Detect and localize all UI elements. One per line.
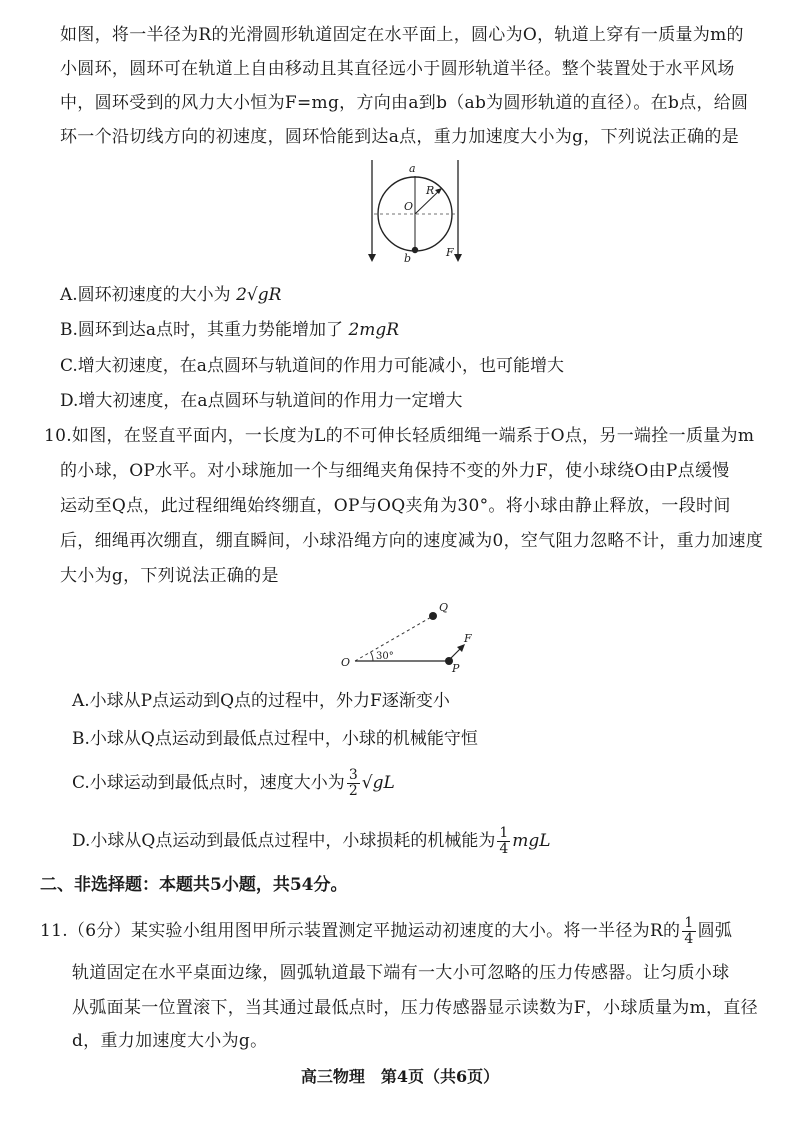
- segment-OQ-dashed: [355, 616, 433, 661]
- q9-option-a: [60, 284, 281, 306]
- q10-option-c-tail: √gL: [361, 773, 395, 793]
- section-heading: 二、非选择题：本题共5小题，共54分。: [40, 875, 348, 895]
- q10-option-c: [72, 768, 395, 799]
- q9-circle-figure: [360, 158, 470, 270]
- q11-line-4: d，重力加速度大小为g。: [72, 1031, 268, 1051]
- q9-option-c: [60, 355, 564, 377]
- q11-line-1-post: 圆弧: [697, 921, 733, 941]
- q9-option-d-text: D.增大初速度，在a点圆环与轨道间的作用力一定增大: [60, 391, 463, 411]
- q9-line-3: 中，圆环受到的风力大小恒为F=mg，方向由a到b（ab为圆形轨道的直径）。在b点，给圆: [60, 93, 749, 113]
- frac-den: 4: [684, 931, 694, 947]
- label-F: F: [446, 246, 454, 259]
- q10-option-d-fraction: [497, 826, 510, 857]
- q11-line-3: 从弧面某一位置滚下，当其通过最低点时，压力传感器显示读数为F，小球质量为m，直径: [72, 998, 758, 1018]
- frac-num: 1: [499, 825, 509, 841]
- q11-fraction: [682, 916, 695, 947]
- q9-option-a-math: 2√gR: [236, 285, 282, 305]
- q9-line-4: 环一个沿切线方向的初速度，圆环恰能到达a点，重力加速度大小为g，下列说法正确的是: [60, 127, 740, 147]
- label-P: P: [452, 662, 460, 675]
- label-a: a: [409, 162, 416, 175]
- q9-line-1: 如图，将一半径为R的光滑圆形轨道固定在水平面上，圆心为O，轨道上穿有一质量为m的: [60, 25, 744, 45]
- q11-line-2: 轨道固定在水平桌面边缘，圆弧轨道最下端有一大小可忽略的压力传感器。让匀质小球: [72, 963, 730, 983]
- label-angle: 30°: [376, 651, 394, 662]
- angle-arc: [371, 652, 374, 661]
- q10-option-c-fraction: [347, 768, 360, 799]
- wind-arrow-left: [368, 254, 376, 262]
- q10-option-d-tail: mgL: [512, 831, 551, 851]
- q10-option-a: A.小球从P点运动到Q点的过程中，外力F逐渐变小: [72, 691, 450, 711]
- q9-option-a-text: A.圆环初速度的大小为: [60, 285, 231, 305]
- q10-line-3: 运动至Q点，此过程细绳始终绷直，OP与OQ夹角为30°。将小球由静止释放，一段时间: [60, 496, 731, 516]
- label-F2: F: [464, 632, 472, 645]
- frac-num: 3: [348, 767, 358, 783]
- label-Q: Q: [439, 601, 449, 614]
- frac-num: 1: [684, 915, 694, 931]
- q9-option-d: [60, 390, 463, 412]
- wind-arrow-right: [454, 254, 462, 262]
- q10-line-2: 的小球，OP水平。对小球施加一个与细绳夹角保持不变的外力F，使小球绕O由P点缓慢: [60, 461, 730, 481]
- ring-at-b: [412, 247, 418, 253]
- q9-option-c-text: C.增大初速度，在a点圆环与轨道间的作用力可能减小，也可能增大: [60, 356, 564, 376]
- frac-den: 2: [348, 783, 358, 799]
- label-O2: O: [341, 656, 351, 669]
- page-footer: 高三物理 第4页（共6页）: [300, 1067, 500, 1086]
- ball-Q: [429, 612, 437, 620]
- label-O: O: [404, 200, 414, 213]
- q9-option-b-text: B.圆环到达a点时，其重力势能增加了: [60, 320, 344, 340]
- q10-rope-figure: [335, 598, 485, 678]
- q9-option-b: [60, 319, 399, 341]
- q10-option-d: [72, 826, 551, 857]
- frac-den: 4: [499, 841, 509, 857]
- q10-line-5: 大小为g，下列说法正确的是: [60, 566, 279, 586]
- q10-option-c-text: C.小球运动到最低点时，速度大小为: [72, 773, 345, 793]
- label-R: R: [426, 184, 435, 197]
- label-b: b: [404, 252, 412, 265]
- q10-option-d-text: D.小球从Q点运动到最低点过程中，小球损耗的机械能为: [72, 831, 496, 851]
- q10-line-4: 后，细绳再次绷直，绷直瞬间，小球沿绳方向的速度减为0，空气阻力忽略不计，重力加速度: [60, 531, 764, 551]
- q9-option-b-math: 2mgR: [348, 320, 400, 340]
- q10-line-1: 10.如图，在竖直平面内，一长度为L的不可伸长轻质细绳一端系于O点，另一端拴一质量为m: [44, 426, 755, 446]
- q10-option-b: B.小球从Q点运动到最低点过程中，小球的机械能守恒: [72, 729, 478, 749]
- q11-line-1: [40, 916, 732, 947]
- q9-line-2: 小圆环，圆环可在轨道上自由移动且其直径远小于圆形轨道半径。整个装置处于水平风场: [60, 59, 735, 79]
- q11-line-1-pre: 11.（6分）某实验小组用图甲所示装置测定平抛运动初速度的大小。将一半径为R的: [40, 921, 681, 941]
